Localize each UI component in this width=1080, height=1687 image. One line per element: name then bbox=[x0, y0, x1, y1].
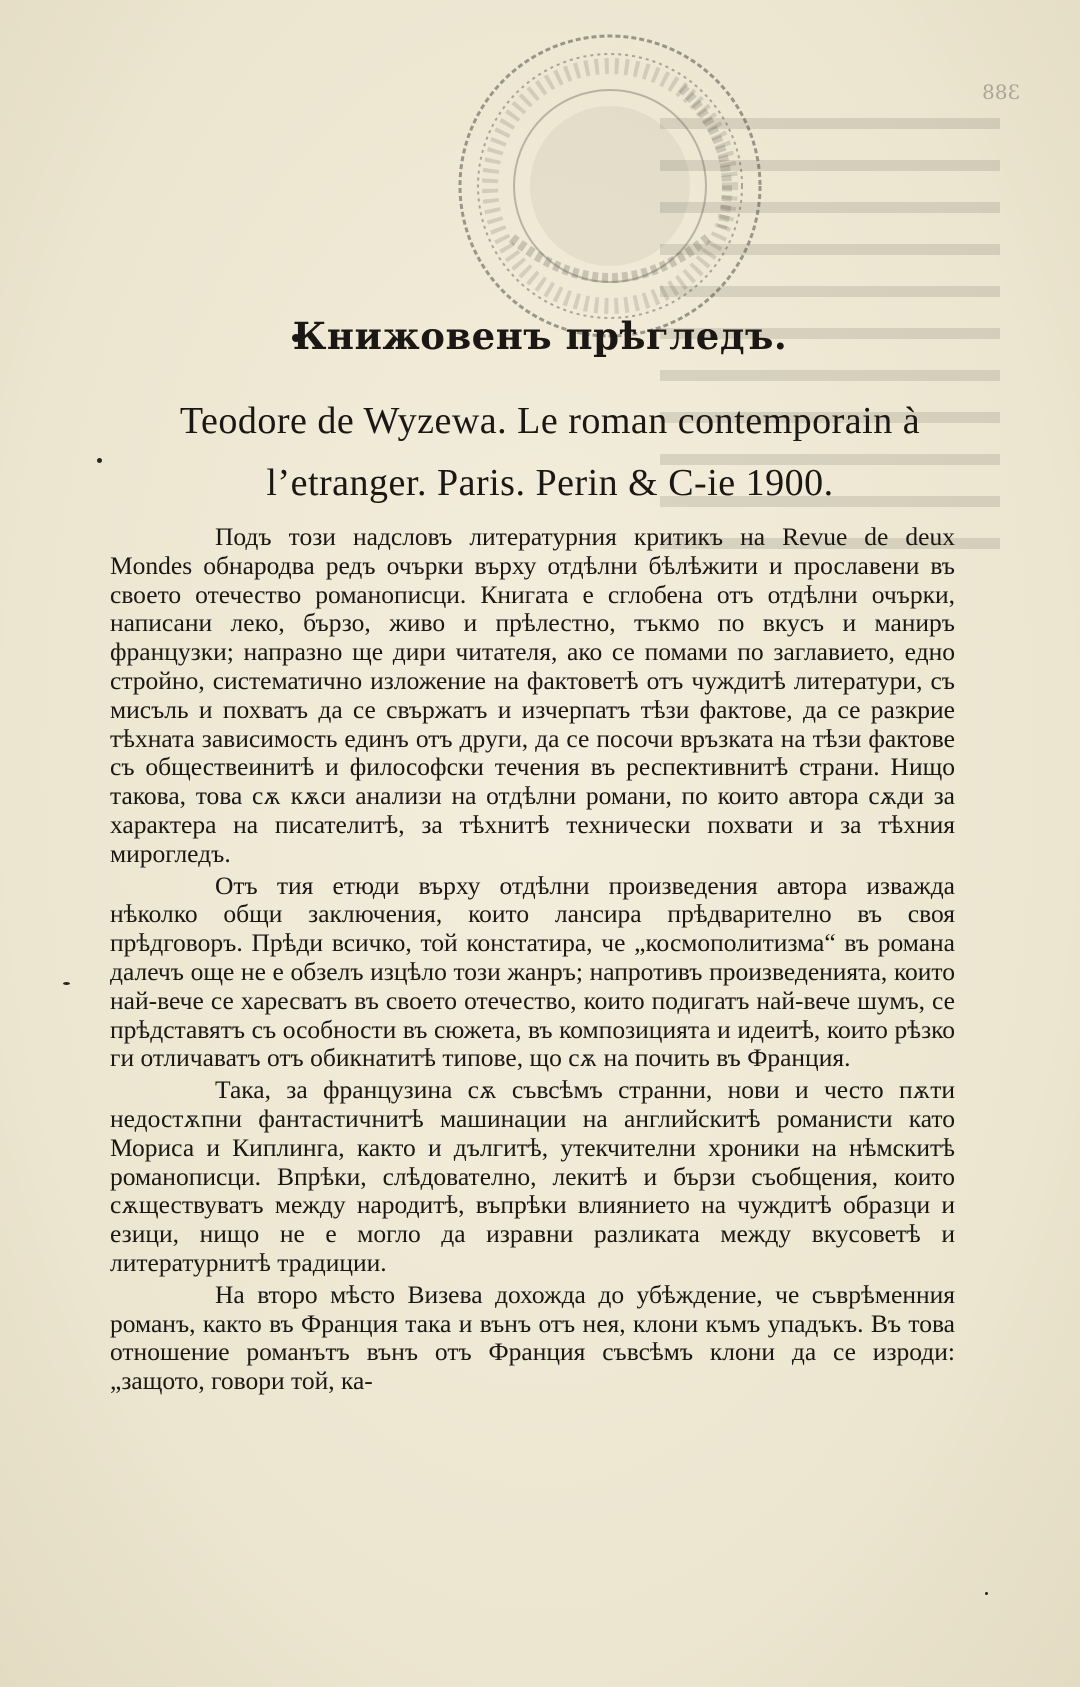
book-reference-line-1: Teodore de Wyzewa. Le roman contemporain à bbox=[179, 400, 921, 442]
mirrored-page-number: 388 bbox=[981, 80, 1020, 104]
ink-speck bbox=[63, 982, 70, 985]
paragraph-1: Подъ този надсловъ литературния критикъ на Revue de deux Mondes обнародва редъ очърки върху отдѣлни бѣлѣжити и прославени въ своето отечество романописци. Книгата е сглобена отъ отдѣлни очърки, написани леко, бързо, живо и прѣлестно, тъкмо по вкусъ и маниръ французки; напразно ще дири читателя, ако се помами по заглавието, едно стройно, систематично изложение на фактоветѣ отъ чуждитѣ литератури, съ мисъль и похватъ да се свържатъ и изчерпатъ тѣзи фактове, да се разкрие тѣхната зависимость единъ отъ други, да се посочи връзката на тѣзи фактове съ обществеинитѣ и философски течения въ респективнитѣ страни. Нищо такова, това сѫ кѫси анализи на отдѣлни романи, по които автора сѫди за характера на писателитѣ, за тѣхнитѣ технически похвати и за тѣхния мирогледъ. bbox=[110, 522, 955, 868]
review-body bbox=[110, 523, 955, 1399]
ink-speck bbox=[985, 1592, 988, 1595]
paragraph-2: Отъ тия етюди върху отдѣлни произведения автора изважда нѣколко общи заключения, които лансира прѣдварително въ своя прѣдговоръ. Прѣди всичко, той констатира, че „космополитизма“ въ романа далечъ още не е обзелъ изцѣло този жанръ; напротивъ произведенията, които най-вече се харесватъ въ своето отечество, които подигатъ най-вече шумъ, се прѣдставятъ съ особности въ сюжета, въ композицията и идеитѣ, които рѣзко ги отличаватъ отъ обикнатитѣ типове, що сѫ на почить въ Франция. bbox=[110, 870, 955, 1073]
section-title: Книжовенъ прѣгледъ. bbox=[292, 314, 788, 358]
book-reference bbox=[100, 390, 1000, 514]
library-stamp bbox=[452, 28, 768, 344]
paragraph-4: На второ мѣсто Визева дохожда до убѣждение, че съврѣменния романъ, както въ Франция така и вънъ отъ нея, клони къмъ упадъкъ. Въ това отношение романътъ вънъ отъ Франция съвсѣмъ клони да се изроди: „защото, говори той, ка- bbox=[110, 1279, 955, 1396]
ink-speck bbox=[97, 458, 102, 463]
book-reference-line-2: l’etranger. Paris. Perin & C-ie 1900. bbox=[266, 462, 834, 504]
paragraph-3: Така, за французина сѫ съвсѣмъ странни, нови и често пѫти недостѫпни фантастичнитѣ машинации на английскитѣ романисти като Мориса и Киплинга, както и дългитѣ, утекчителни хроники на нѣмскитѣ романописци. Впрѣки, слѣдователно, лекитѣ и бързи съобщения, които сѫществуватъ между народитѣ, въпрѣки влиянието на чуждитѣ образци и езици, нищо не е могло да изравни разликата между вкусоветѣ и литературнитѣ традиции. bbox=[110, 1075, 955, 1277]
